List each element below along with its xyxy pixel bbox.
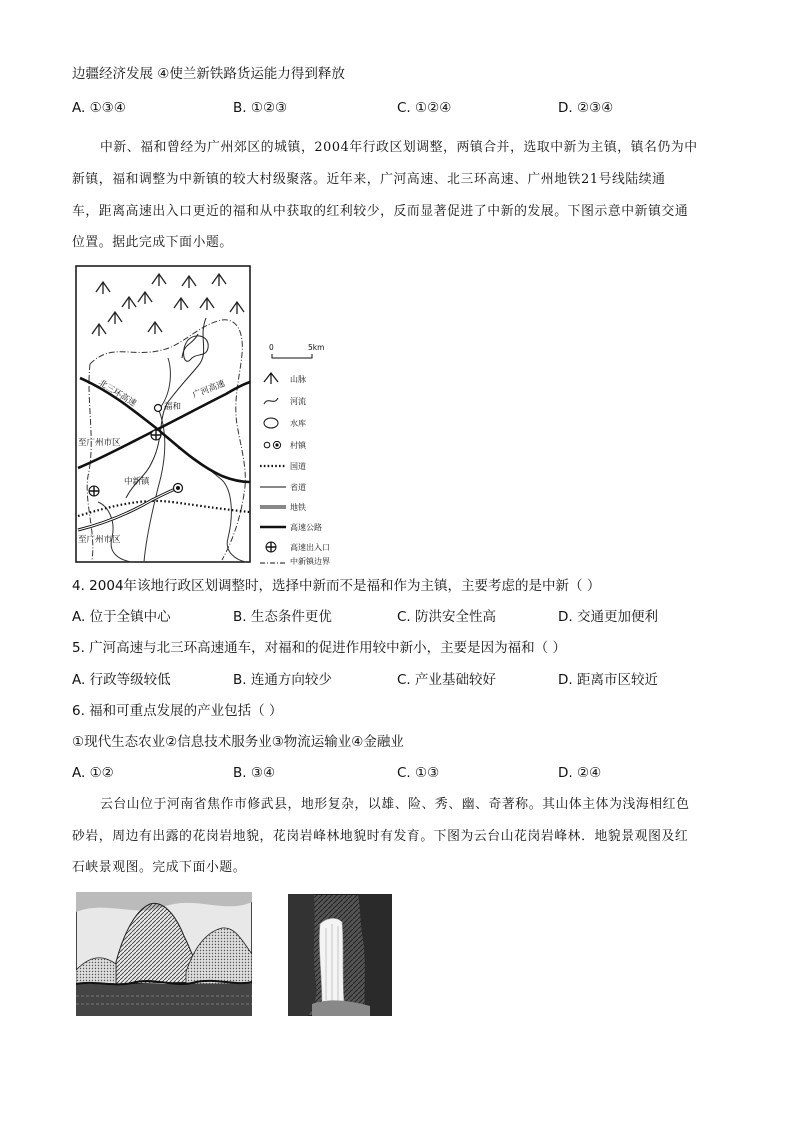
passage1-line-2: 新镇，福和调整为中新镇的较大村级聚落。近年来，广河高速、北三环高速、广州地铁21号线陆续通 <box>72 172 666 187</box>
passage2-line-1: 云台山位于河南省焦作市修武县，地形复杂，以雄、险、秀、幽、奇著称。其山体主体为浅海相红色 <box>100 797 690 812</box>
svg-text:5km: 5km <box>308 343 325 352</box>
legend-river-icon <box>264 398 278 404</box>
q6-option-d: D. ②④ <box>558 765 602 781</box>
q4-option-d: D. 交通更加便利 <box>558 609 658 625</box>
q5-option-a: A. 行政等级较低 <box>72 672 171 688</box>
scale-bar <box>269 343 324 358</box>
legend-label-metro: 地铁 <box>290 503 306 512</box>
legend-label-national-road: 国道 <box>290 462 306 471</box>
label-beisanhuan: 北三环高速 <box>96 378 138 410</box>
top-option-c: C. ①②④ <box>397 100 452 116</box>
map-legend <box>260 373 330 566</box>
legend-label-river: 河流 <box>290 397 306 406</box>
top-line: 边疆经济发展 ④使兰新铁路货运能力得到释放 <box>72 66 345 82</box>
zhongxin-traffic-map <box>72 262 352 566</box>
top-option-b: B. ①②③ <box>233 100 288 116</box>
q6-option-a: A. ①② <box>72 765 114 781</box>
granite-peak-forest-photo <box>76 892 252 1016</box>
legend-mountain-icon <box>264 373 278 384</box>
q5-option-b: B. 连通方向较少 <box>233 672 332 688</box>
q5-option-c: C. 产业基础较好 <box>397 672 497 688</box>
legend-label-provincial-road: 省道 <box>290 483 306 492</box>
legend-label-expressway: 高速公路 <box>290 523 322 532</box>
q6-stem: 6. 福和可重点发展的产业包括（ ） <box>72 703 283 719</box>
q4-option-b: B. 生态条件更优 <box>233 609 332 625</box>
q6-option-c: C. ①③ <box>397 765 440 781</box>
mountain-icons <box>92 274 244 336</box>
q4-stem: 4. 2004年该地行政区划调整时，选择中新而不是福和作为主镇，主要考虑的是中新（ ） <box>72 578 601 594</box>
legend-town-icon <box>264 441 280 448</box>
label-fuhe: 福和 <box>164 402 182 412</box>
q6-option-b: B. ③④ <box>233 765 276 781</box>
passage1-line-1: 中新、福和曾经为广州郊区的城镇，2004年行政区划调整，两镇合并，选取中新为主镇，镇名仍为中 <box>100 140 698 155</box>
top-option-a: A. ①③④ <box>72 100 126 116</box>
q4-option-a: A. 位于全镇中心 <box>72 609 171 625</box>
svg-text:0: 0 <box>269 343 274 352</box>
legend-label-reservoir: 水库 <box>290 419 306 428</box>
q5-option-d: D. 距离市区较近 <box>558 672 658 688</box>
reservoir <box>184 336 209 361</box>
legend-reservoir-icon <box>264 418 278 428</box>
national-road <box>78 501 250 516</box>
q4-option-c: C. 防洪安全性高 <box>397 609 497 625</box>
passage2-line-3: 石峡景观图。完成下面小题。 <box>72 860 247 875</box>
label-guanghe: 广河高速 <box>191 378 227 401</box>
legend-label-town: 村镇 <box>290 441 306 450</box>
passage2-line-2: 砂岩，周边有出露的花岗岩地貌，花岗岩峰林地貌时有发育。下图为云台山花岗岩峰林．地貌景观图及红 <box>72 829 689 844</box>
passage1-line-4: 位置。据此完成下面小题。 <box>72 235 233 250</box>
hongshi-gorge-photo <box>288 894 392 1016</box>
legend-label-exit: 高速出入口 <box>290 543 330 552</box>
passage1-line-3: 车，距离高速出入口更近的福和从中获取的红利较少，反而显著促进了中新的发展。下图示意中新镇交通 <box>72 204 689 219</box>
legend-exit-icon <box>266 542 276 552</box>
label-to-city-1: 至广州市区 <box>78 438 121 448</box>
label-to-city-2: 至广州市区 <box>78 535 121 545</box>
fuhe-town <box>155 405 162 412</box>
legend-label-mountain: 山脉 <box>290 375 306 384</box>
label-zhongxin: 中新镇 <box>124 477 150 487</box>
legend-label-boundary: 中新镇边界 <box>290 557 330 566</box>
q6-items: ①现代生态农业②信息技术服务业③物流运输业④金融业 <box>72 734 404 750</box>
q5-stem: 5. 广河高速与北三环高速通车，对福和的促进作用较中新小，主要是因为福和（ ） <box>72 640 566 656</box>
top-option-d: D. ②③④ <box>558 100 614 116</box>
